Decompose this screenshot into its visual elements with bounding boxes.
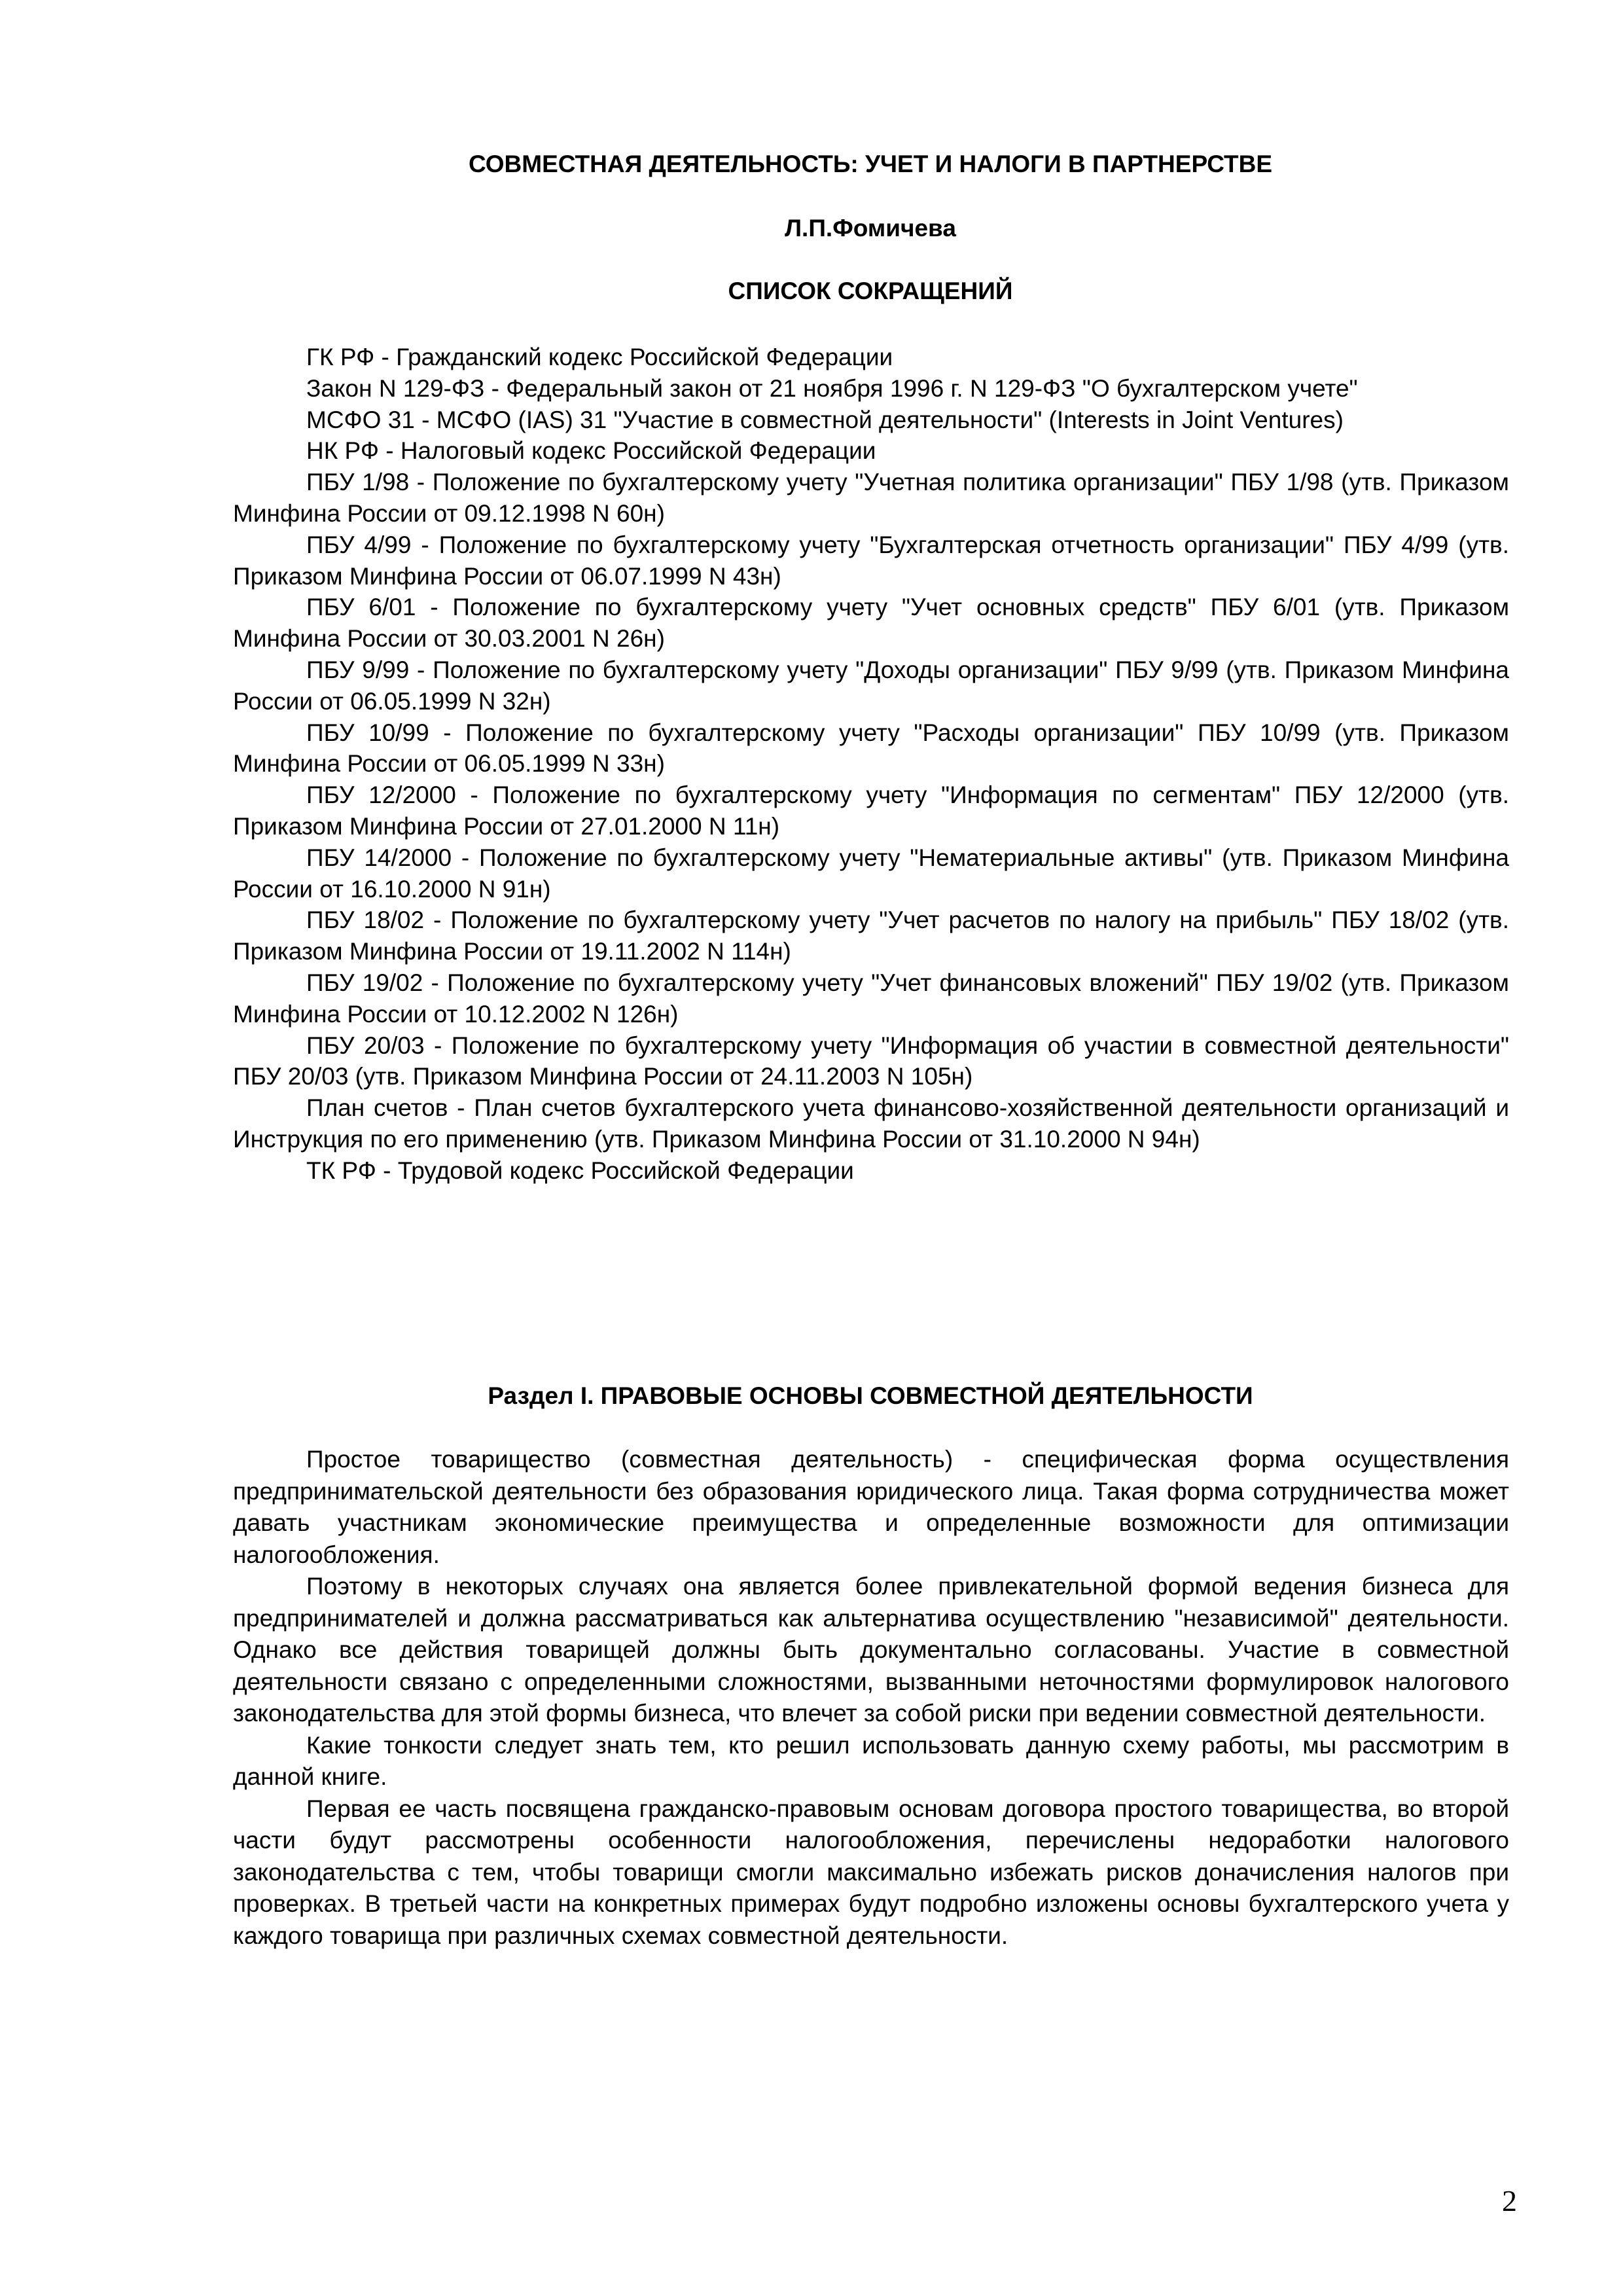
paragraph: Какие тонкости следует знать тем, кто решил использовать данную схему работы, мы рассмотрим в данной книге. [233, 1731, 1509, 1790]
abbreviation-item: ТК РФ - Трудовой кодекс Российской Федерации [306, 1157, 854, 1184]
abbreviation-item: ПБУ 12/2000 - Положение по бухгалтерскому учету "Информация по сегментам" ПБУ 12/2000 (утв. Приказом Минфина России от 27.01.2000 N 11н) [233, 781, 1509, 840]
page-number: 2 [1502, 2184, 1517, 2217]
abbreviations-heading: СПИСОК СОКРАЩЕНИЙ [728, 278, 1013, 304]
abbreviation-item: ПБУ 6/01 - Положение по бухгалтерскому учету "Учет основных средств" ПБУ 6/01 (утв. Приказом Минфина России от 30.03.2001 N 26н) [233, 594, 1509, 653]
abbreviation-item: ПБУ 4/99 - Положение по бухгалтерскому учету "Бухгалтерская отчетность организации" ПБУ 4/99 (утв. Приказом Минфина России от 06.07.1999 N 43н) [233, 531, 1509, 590]
abbreviation-item: ПБУ 14/2000 - Положение по бухгалтерскому учету "Нематериальные активы" (утв. Приказом Минфина России от 16.10.2000 N 91н) [233, 844, 1509, 903]
abbreviation-item: ПБУ 18/02 - Положение по бухгалтерскому учету "Учет расчетов по налогу на прибыль" ПБУ 18/02 (утв. Приказом Минфина России от 19.11.2002 N 114н) [233, 906, 1509, 965]
abbreviation-item: НК РФ - Налоговый кодекс Российской Федерации [306, 437, 876, 465]
section-heading: Раздел I. ПРАВОВЫЕ ОСНОВЫ СОВМЕСТНОЙ ДЕЯТЕЛЬНОСТИ [488, 1382, 1253, 1409]
abbreviation-item: Закон N 129-ФЗ - Федеральный закон от 21 ноября 1996 г. N 129-ФЗ "О бухгалтерском учете" [306, 374, 1358, 402]
abbreviation-item: ПБУ 19/02 - Положение по бухгалтерскому учету "Учет финансовых вложений" ПБУ 19/02 (утв. Приказом Минфина России от 10.12.2002 N 126н) [233, 969, 1509, 1028]
document-title: СОВМЕСТНАЯ ДЕЯТЕЛЬНОСТЬ: УЧЕТ И НАЛОГИ В ПАРТНЕРСТВЕ [468, 151, 1273, 177]
section-body [233, 1444, 1509, 1952]
abbreviation-item: ПБУ 1/98 - Положение по бухгалтерскому учету "Учетная политика организации" ПБУ 1/98 (утв. Приказом Минфина России от 09.12.1998 N 60н) [233, 469, 1509, 527]
abbreviation-item: МСФО 31 - МСФО (IAS) 31 "Участие в совместной деятельности" (Interests in Joint Ventures) [306, 406, 1344, 433]
paragraph: Простое товарищество (совместная деятельность) - специфическая форма осуществления предпринимательской деятельности без образования юридического лица. Такая форма сотрудничества может давать участникам экономические преимущества и определенные возможности для оптимизации налогообложения. [233, 1446, 1509, 1568]
abbreviation-item: ПБУ 9/99 - Положение по бухгалтерскому учету "Доходы организации" ПБУ 9/99 (утв. Приказом Минфина России от 06.05.1999 N 32н) [233, 656, 1509, 715]
abbreviation-item: ПБУ 10/99 - Положение по бухгалтерскому учету "Расходы организации" ПБУ 10/99 (утв. Приказом Минфина России от 06.05.1999 N 33н) [233, 719, 1509, 778]
abbreviation-item: План счетов - План счетов бухгалтерского учета финансово-хозяйственной деятельности организаций и Инструкция по его применению (утв. Приказом Минфина России от 31.10.2000 N 94н) [233, 1094, 1509, 1153]
paragraph: Поэтому в некоторых случаях она является более привлекательной формой ведения бизнеса для предпринимателей и должна рассматриваться как альтернатива осуществлению "независимой" деятельности. Однако все действия товарищей должны быть документально согласованы. Участие в совместной деятельности связано с определенными сложностями, вызванными неточностями формулировок налогового законодательства для этой формы бизнеса, что влечет за собой риски при ведении совместной деятельности. [233, 1573, 1509, 1727]
author-name: Л.П.Фомичева [785, 215, 956, 242]
abbreviations-list [233, 342, 1509, 1187]
paragraph: Первая ее часть посвящена гражданско-правовым основам договора простого товарищества, во второй части будут рассмотрены особенности налогообложения, перечислены недоработки налогового законодательства с тем, чтобы товарищи смогли максимально избежать рисков доначисления налогов при проверках. В третьей части на конкретных примерах будут подробно изложены основы бухгалтерского учета у каждого товарища при различных схемах совместной деятельности. [233, 1795, 1509, 1949]
abbreviation-item: ГК РФ - Гражданский кодекс Российской Федерации [306, 344, 893, 370]
abbreviation-item: ПБУ 20/03 - Положение по бухгалтерскому учету "Информация об участии в совместной деятельности" ПБУ 20/03 (утв. Приказом Минфина России от 24.11.2003 N 105н) [233, 1031, 1509, 1090]
